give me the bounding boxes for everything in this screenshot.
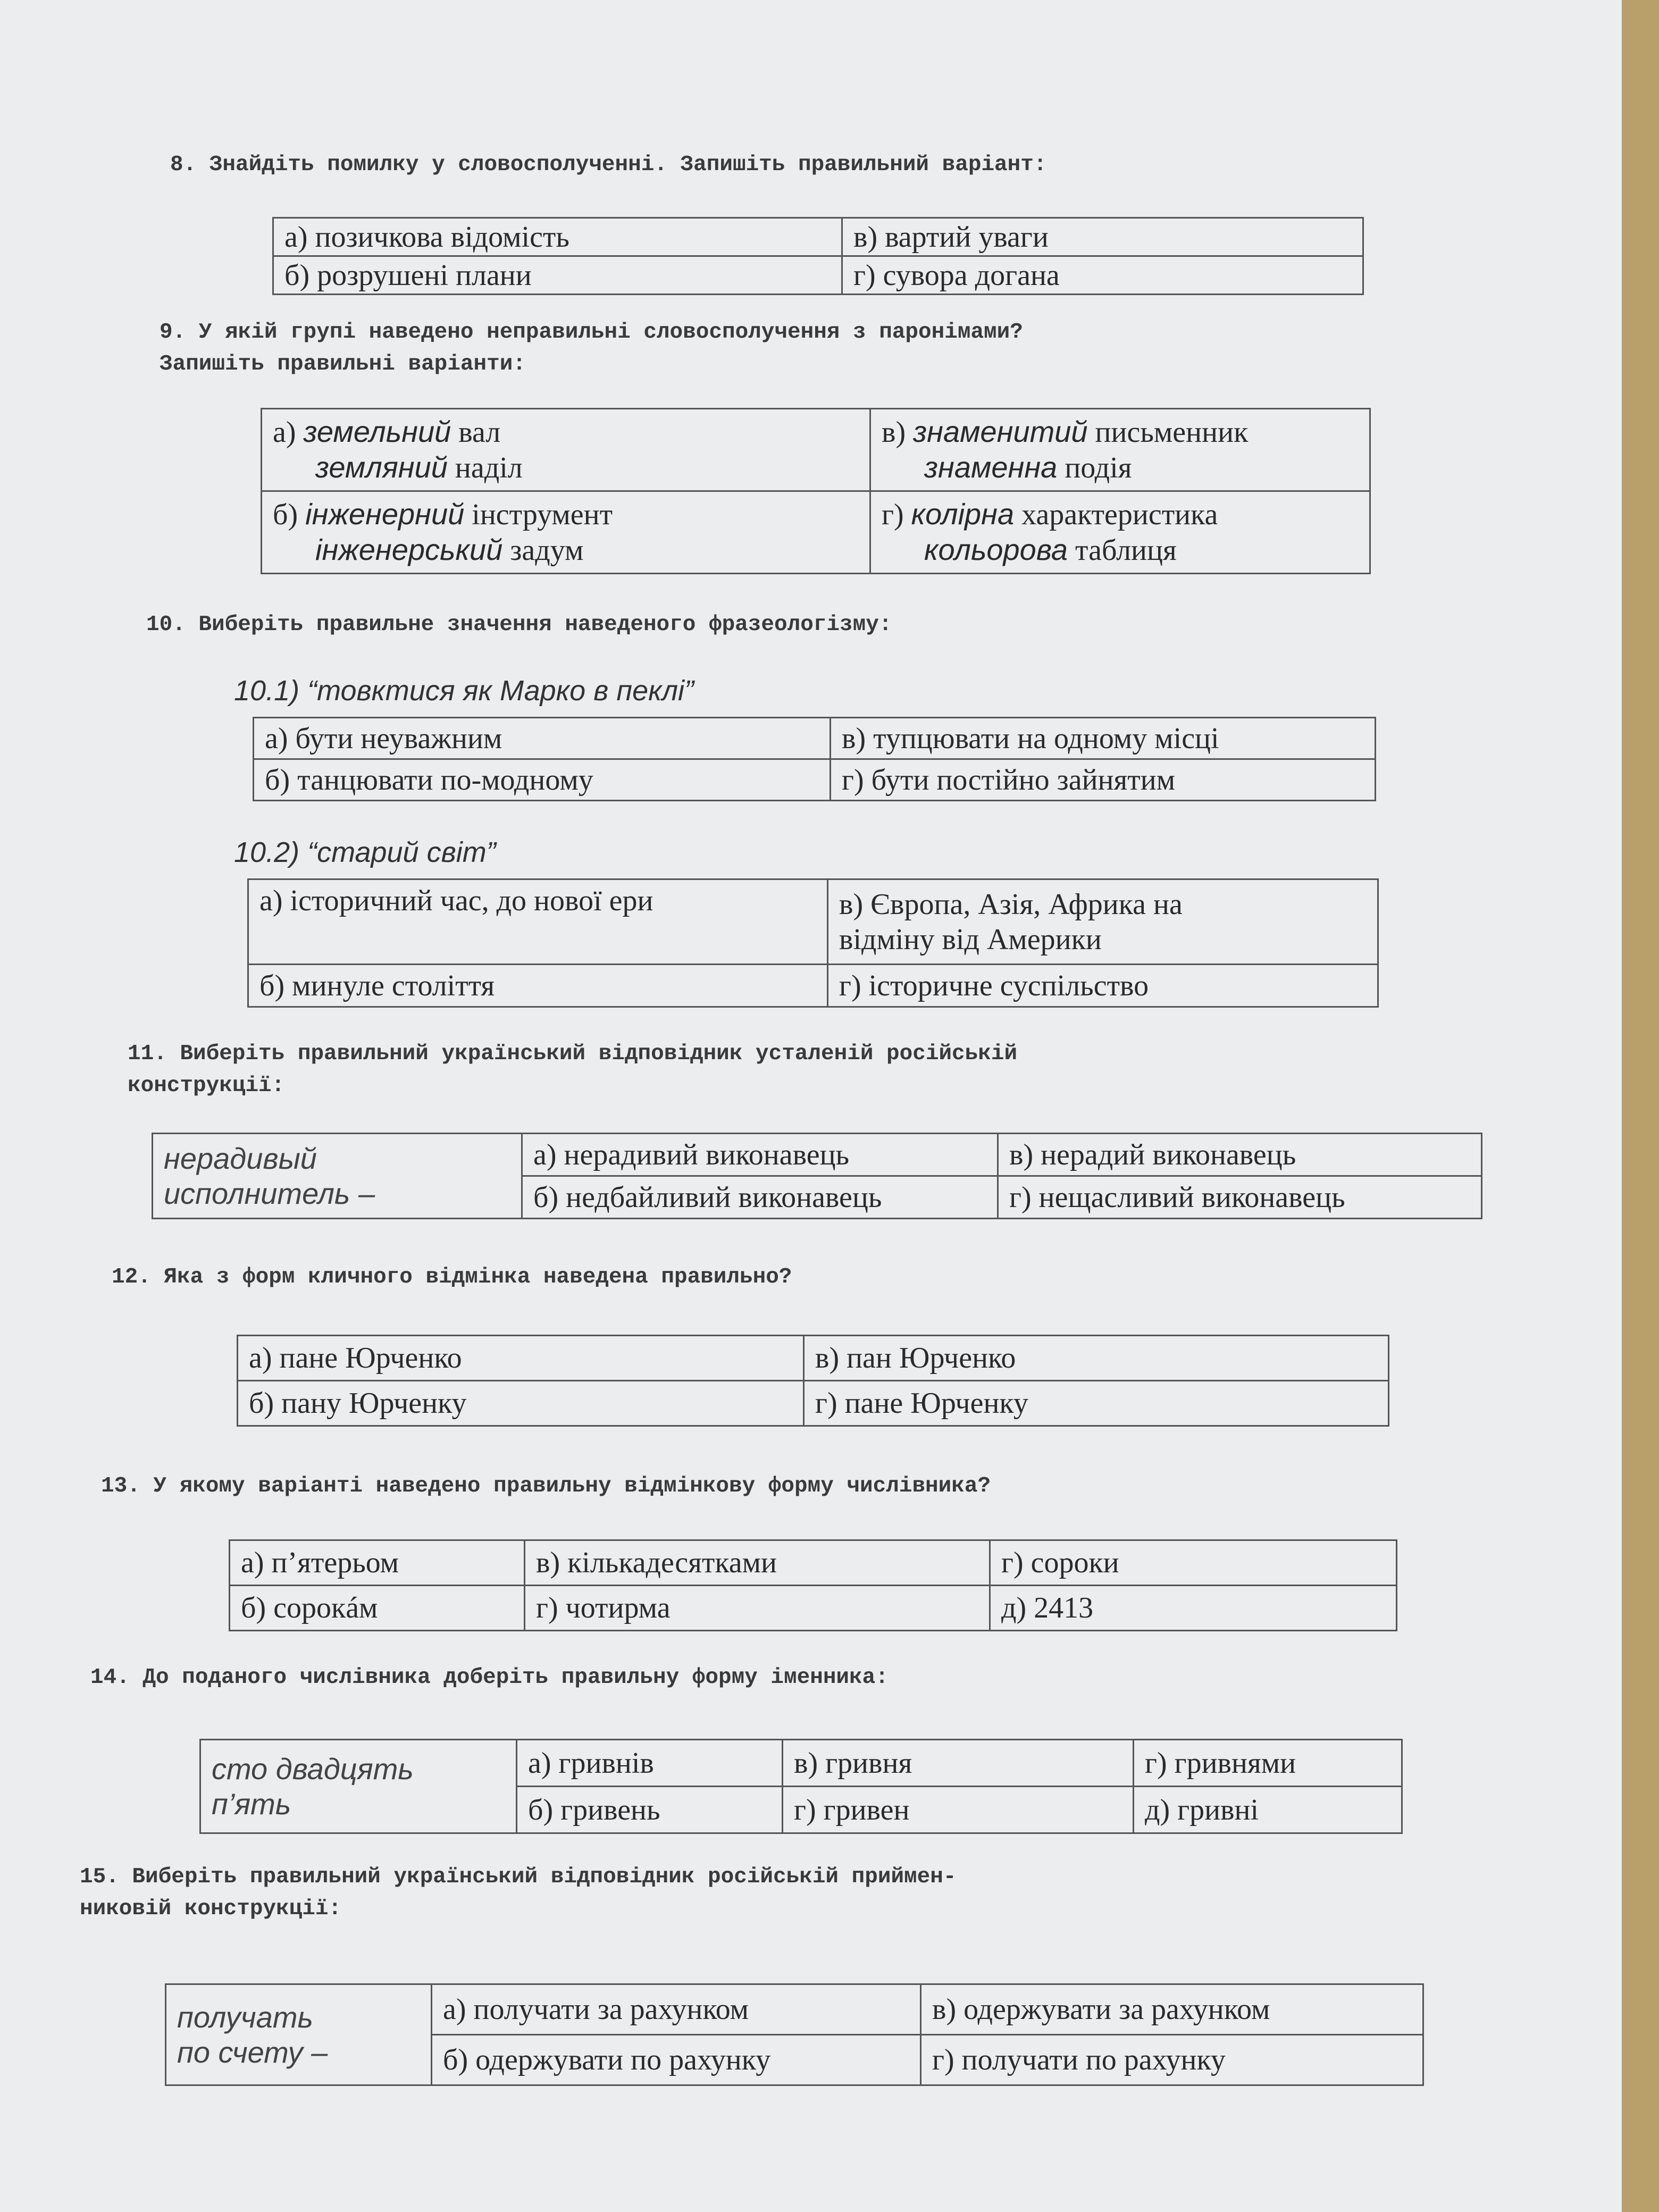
russian-phrase-cue [166,1984,432,2085]
option-g-right[interactable]: г) гривнями [1134,1740,1402,1787]
option-a[interactable]: а) історичний час, до нової ери [248,879,828,965]
question-13: 13. У якому варіанті наведено правильну відмінкову форму числівника? [101,1474,991,1498]
option-b-line-1: б) інженерний інструмент [273,497,613,531]
question-12: 12. Яка з форм кличного відмінка наведена правильно? [112,1265,792,1289]
answers-table-11 [152,1133,1482,1219]
numeral-line-1: сто двадцять [212,1752,414,1786]
russian-phrase-cue [153,1134,522,1219]
question-15-line-1: 15. Виберіть правильний український відповідник російській приймен- [80,1865,957,1889]
option-b[interactable]: б) танцювати по-модному [254,759,831,801]
russian-phrase-line-1: получать [177,2000,313,2034]
option-a[interactable]: а) п’ятерьом [230,1540,525,1586]
option-b[interactable]: б) минуле століття [248,965,828,1007]
option-g[interactable]: г) історичне суспільство [828,965,1378,1007]
option-g[interactable]: г) сувора догана [842,256,1363,295]
option-a[interactable]: а) бути неуважним [254,718,831,759]
question-15 [80,1861,956,1925]
subquestion-10-2: 10.2) “старий світ” [234,836,496,868]
option-g[interactable] [870,491,1370,574]
option-b[interactable]: б) гривень [517,1787,783,1833]
numeral-line-2: п’ять [212,1787,291,1821]
option-v-line-1: в) Європа, Азія, Африка на [839,887,1183,921]
answers-table-13 [229,1539,1397,1631]
question-11 [128,1038,1017,1102]
option-a[interactable]: а) пане Юрченко [238,1336,804,1381]
option-a-line-2: земляний наділ [315,450,523,484]
option-g[interactable]: г) получати по рахунку [921,2035,1423,2085]
option-v[interactable] [828,879,1378,965]
russian-phrase-line-2: исполнитель – [164,1176,375,1210]
option-v-line-2: знаменна подія [924,450,1132,484]
option-b-line-2: інженерський задум [315,533,584,567]
option-g[interactable]: г) чотирма [525,1586,990,1631]
option-a-line-1: а) земельний вал [273,415,501,449]
option-a[interactable]: а) нерадивий виконавець [522,1134,998,1176]
option-v[interactable]: в) пан Юрченко [804,1336,1389,1381]
option-b[interactable]: б) пану Юрченку [238,1381,804,1426]
question-11-line-1: 11. Виберіть правильний український відповідник усталеній російській [128,1042,1018,1066]
option-g-right[interactable]: г) сороки [990,1540,1397,1586]
option-d[interactable]: д) гривні [1134,1787,1402,1833]
answers-table-10-2 [247,878,1379,1008]
option-g-line-2: кольорова таблиця [924,533,1177,567]
option-b[interactable] [262,491,870,574]
option-b[interactable]: б) одержувати по рахунку [432,2035,921,2085]
question-15-line-2: никовій конструкції: [80,1897,342,1921]
question-10: 10. Виберіть правильне значення наведеного фразеологізму: [146,613,892,637]
option-a[interactable] [262,409,870,491]
answers-table-12 [237,1335,1389,1427]
question-11-line-2: конструкції: [128,1074,285,1098]
option-v[interactable]: в) тупцювати на одному місці [831,718,1376,759]
answers-table-14 [199,1739,1403,1834]
option-g[interactable]: г) нещасливий виконавець [998,1176,1482,1219]
option-a[interactable]: а) получати за рахунком [432,1984,921,2035]
question-9 [160,316,1023,380]
option-g[interactable]: г) гривен [783,1787,1134,1833]
option-b[interactable]: б) розрушені плани [273,256,842,295]
answers-table-15 [165,1983,1424,2086]
question-9-line-1: 9. У якій групі наведено неправильні словосполучення з паронімами? [160,320,1023,345]
answers-table-8 [272,217,1364,295]
option-g-line-1: г) колірна характеристика [882,497,1218,531]
option-a[interactable]: а) гривнів [517,1740,783,1787]
option-g[interactable]: г) пане Юрченку [804,1381,1389,1426]
subquestion-10-1: 10.1) “товктися як Марко в пеклі” [234,675,694,707]
answers-table-10-1 [253,717,1376,801]
option-d[interactable]: д) 2413 [990,1586,1397,1631]
question-9-line-2: Запишіть правильні варіанти: [160,352,526,376]
option-v[interactable]: в) кількадесятками [525,1540,990,1586]
option-v[interactable]: в) одержувати за рахунком [921,1984,1423,2035]
option-b[interactable]: б) сорокáм [230,1586,525,1631]
answers-table-9 [261,408,1371,574]
option-v[interactable]: в) гривня [783,1740,1134,1787]
option-v[interactable]: в) вартий уваги [842,218,1363,256]
option-g[interactable]: г) бути постійно зайнятим [831,759,1376,801]
russian-phrase-line-1: нерадивый [164,1141,317,1175]
question-8: 8. Знайдіть помилку у словосполученні. Запишіть правильний варіант: [170,153,1047,177]
option-b[interactable]: б) недбайливий виконавець [522,1176,998,1219]
question-14: 14. До поданого числівника доберіть правильну форму іменника: [90,1665,889,1690]
russian-phrase-line-2: по счету – [177,2035,328,2069]
option-v[interactable]: в) нерадий виконавець [998,1134,1482,1176]
option-v-line-1: в) знаменитий письменник [882,415,1249,449]
option-v-line-2: відміну від Америки [839,923,1102,956]
option-a[interactable]: а) позичкова відомість [273,218,842,256]
numeral-cue [200,1740,517,1833]
option-v[interactable] [870,409,1370,491]
